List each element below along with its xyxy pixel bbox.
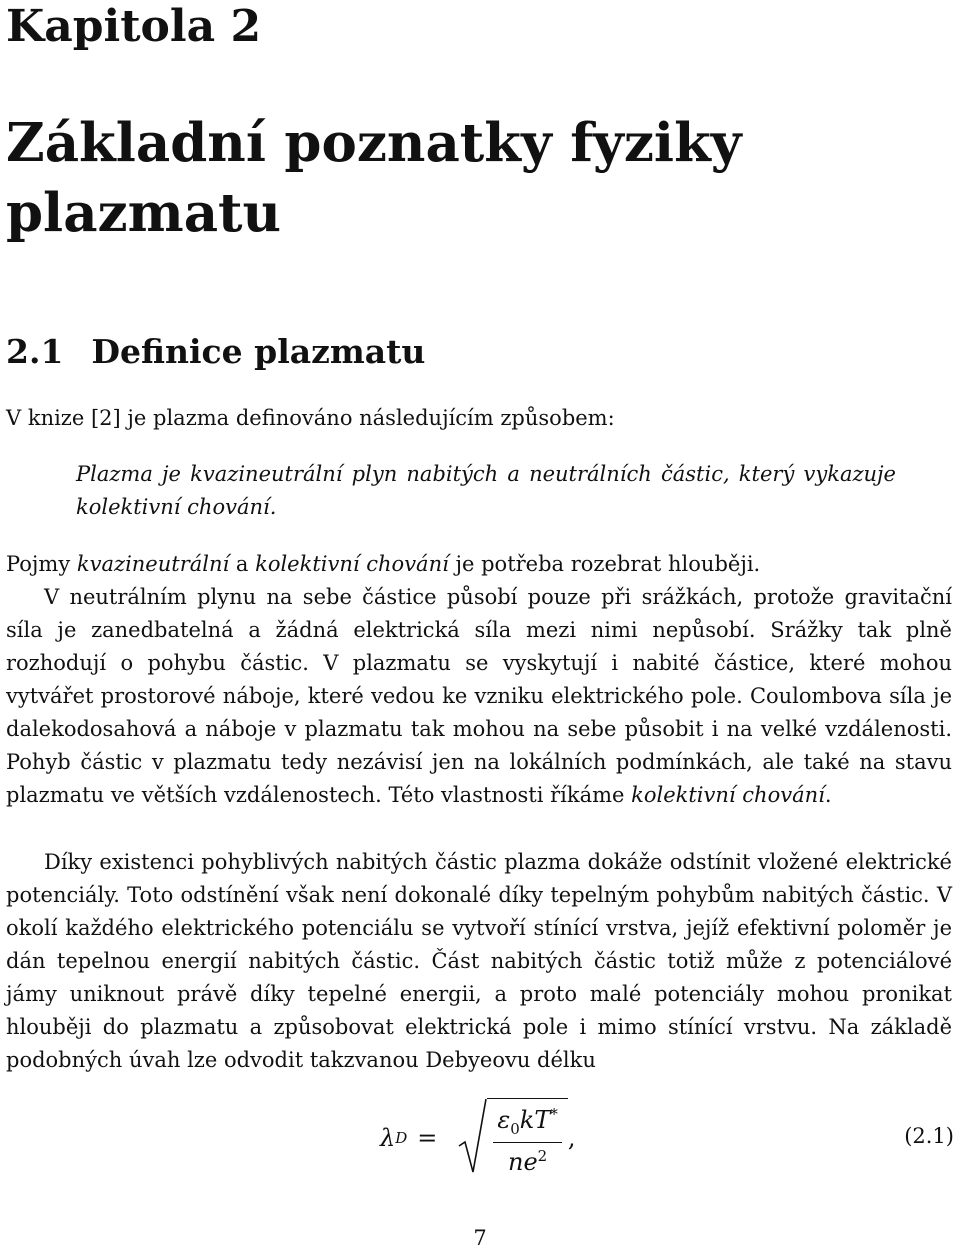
p1-text-1: Pojmy [6,552,77,576]
p1-text-2: a [229,552,256,576]
eq-equals: = [417,1124,438,1152]
p1-text-3: je potřeba rozebrat hlouběji. [448,552,761,576]
eq-ne-superscript: 2 [537,1146,548,1165]
section-heading [6,330,425,374]
section-title: Definice plazmatu [91,332,426,371]
equation-number: (2.1) [904,1124,954,1148]
eq-denominator [508,1143,547,1176]
eq-trailing-comma: , [567,1124,576,1152]
eq-square-root [457,1098,568,1178]
p1-body: V neutrálním plynu na sebe částice působí pouze při srážkách, protože gravitační síla je zanedbatelná a žádná elektrická síla mezi nimi nepůsobí. Srážky tak plně rozhodují o pohybu částic. V plazmatu se vyskytují i nabité částice, které mohou vytvářet prostorové náboje, které vedou ke vzniku elektrického pole. Coulombova síla je dalekodosahová a náboje v plazmatu tak mohou na sebe působit i na velké vzdálenosti. Pohyb částic v plazmatu tedy nezávisí jen na lokálních podmínkách, ale také na stavu plazmatu ve větších vzdálenostech. Této vlastnosti říkáme [6,585,952,807]
eq-lambda-subscript: D [395,1129,408,1147]
debye-length-equation [380,1098,576,1178]
chapter-label: Kapitola 2 [6,1,262,52]
page-number: 7 [473,1226,487,1250]
eq-ne: ne [508,1147,538,1176]
eq-lambda: λ [380,1124,396,1152]
p1-emphasis-collective: kolektivní chování [255,552,449,576]
eq-fraction [487,1098,568,1178]
chapter-title: Základní poznatky fyziky plazmatu [6,112,742,244]
eq-kT: kT [519,1106,551,1134]
section-number: 2.1 [6,332,64,371]
p1-emphasis-quasineutral: kvazineutrální [76,552,230,576]
sqrt-radical-icon [457,1098,487,1178]
eq-kT-superscript: * [550,1105,558,1123]
intro-paragraph: V knize [2] je plazma definováno následujícím způsobem: [6,406,615,430]
definition-quote: Plazma je kvazineutrální plyn nabitých a neutrálních částic, který vykazuje kolektivní chování. [76,462,896,519]
p1-emphasis-collective-end: kolektivní chování [631,783,825,807]
eq-numerator [493,1105,562,1143]
eq-epsilon: ε [497,1106,511,1134]
eq-epsilon-subscript: 0 [510,1119,520,1138]
p1-end: . [824,783,832,807]
paragraph-debye: Díky existenci pohyblivých nabitých částic plazma dokáže odstínit vložené elektrické potenciály. Toto odstínění však není dokonalé díky tepelným pohybům nabitých částic. V okolí každého elektrického potenciálu se vytvoří stínící vrstva, jejíž efektivní poloměr je dán tepelnou energií nabitých částic. Část nabitých částic totiž může z potenciálové jámy uniknout právě díky tepelné energii, a proto malé potenciály mohou pronikat hlouběji do plazmatu a způsobovat elektrická pole i mimo stínící vrstvu. Na základě podobných úvah lze odvodit takzvanou Debyeovu délku [6,850,952,1072]
paragraph-collective [6,548,952,812]
